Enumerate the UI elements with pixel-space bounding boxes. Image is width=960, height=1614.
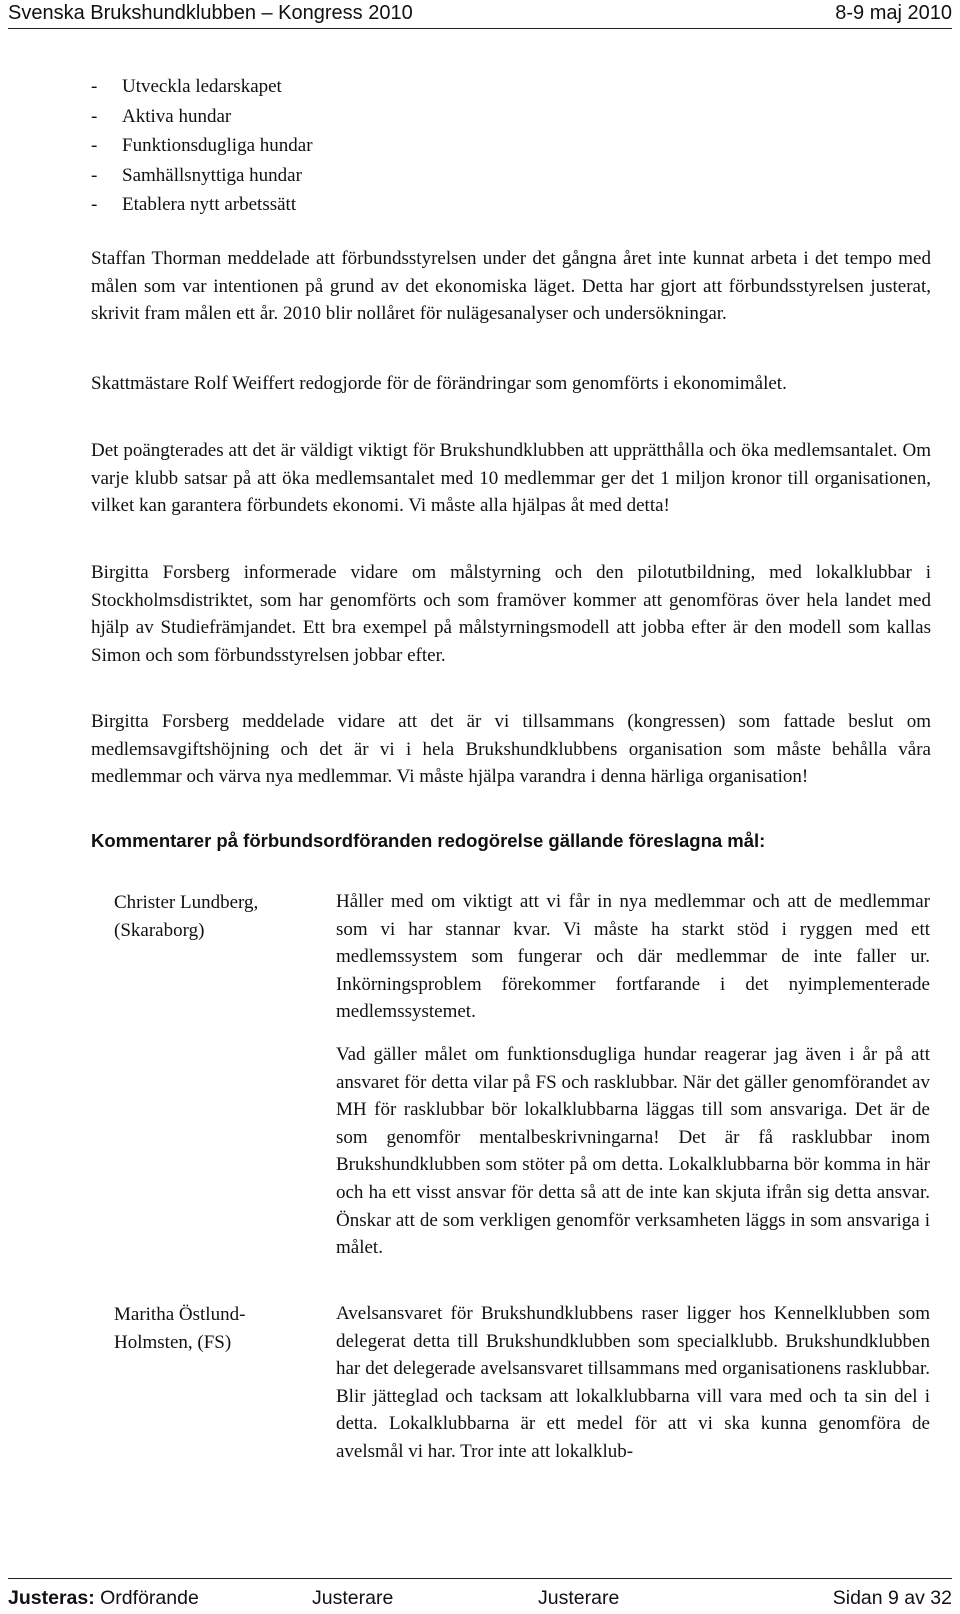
list-item-text: Aktiva hundar: [122, 105, 232, 127]
page-footer: [8, 1578, 952, 1614]
list-item-text: Samhällsnyttiga hundar: [122, 164, 302, 186]
speaker-name: Maritha Östlund-Holmsten, (FS): [114, 1304, 246, 1353]
paragraph-staffan-thorman: Staffan Thorman meddelade att förbundsstyrelsen under det gångna året inte kunnat arbeta i det tempo med målen som var intentionen på grund av det ekonomiska läget. Detta har gjort att förbundsstyrelsen justerat, skrivit fram målen ett år. 2010 blir nollåret för nulägesanalyser och undersökningar.: [91, 248, 931, 324]
list-item-text: Utveckla ledarskapet: [122, 76, 282, 97]
list-item: [91, 72, 313, 102]
paragraph-medlemsavgift: Birgitta Forsberg meddelade vidare att det är vi tillsammans (kongressen) som fattade beslut om medlemsavgiftshöjning och det är vi i hela Brukshundklubbens organisation som måste behålla våra medlemmar och värva nya medlemmar. Vi måste hjälpa varandra i denna härliga organisation!: [91, 711, 931, 787]
comment-paragraph: Håller med om viktigt att vi får in nya medlemmar och att de medlemmar som vi har stannar kvar. Vi måste ha starkt stöd i ryggen med ett medlemssystem som fungerar och där medlemmar de inte faller ur. Inkörningsproblem förekommer fortfarande i det nyimplementerade medlemssystemet.: [336, 891, 930, 1023]
paragraph-rolf-weiffert: Skattmästare Rolf Weiffert redogjorde för de förändringar som genomförts i ekonomimålet.: [91, 373, 787, 394]
list-item-text: Funktionsdugliga hundar: [122, 135, 313, 156]
list-bullet: -: [91, 194, 98, 215]
list-item-text: Etablera nytt arbetssätt: [122, 194, 297, 215]
footer-justerare-1: Justerare: [312, 1587, 394, 1609]
list-bullet: -: [91, 135, 98, 156]
paragraph-malstyrning: Birgitta Forsberg informerade vidare om målstyrning och den pilotutbildning, med lokalklubbar i Stockholmsdistriktet, som har genomförts och som framöver kommer att genomföras över hela landet med hjälp av Studiefrämjandet. Ett bra exempel på målstyrningsmodell att jobba efter är den modell som kallas Simon och som förbundsstyrelsen jobbar efter.: [91, 562, 931, 666]
page-header: [8, 0, 952, 29]
section-heading: Kommentarer på förbundsordföranden redogörelse gällande föreslagna mål:: [91, 830, 766, 851]
page-number: Sidan 9 av 32: [832, 1587, 952, 1609]
list-item: [91, 102, 313, 132]
speaker-name: Christer Lundberg, (Skaraborg): [114, 892, 259, 941]
list-item: [91, 190, 313, 220]
goals-list: [91, 72, 313, 220]
list-bullet: -: [91, 164, 98, 186]
footer-justeras: [8, 1583, 199, 1613]
list-item: [91, 161, 313, 191]
list-bullet: -: [91, 76, 98, 97]
footer-justerare-2: Justerare: [538, 1587, 620, 1609]
footer-justeras-label: Justeras:: [8, 1587, 95, 1609]
list-bullet: -: [91, 105, 98, 127]
document-title: Svenska Brukshundklubben – Kongress 2010: [8, 2, 413, 24]
list-item: [91, 131, 313, 161]
comment-paragraph: Avelsansvaret för Brukshundklubbens raser ligger hos Kennelklubben som delegerat detta till Brukshundklubben som specialklubb. Brukshundklubben har det delegerade avelsansvaret tillsammans med organisationens rasklubbar. Blir jätteglad och tacksam att lokalklubbarna vill vara med och ta sin del i detta. Lokalklubbarna är ett medel för att vi ska kunna genomföra de avelsmål vi har. Tror inte att lokalklub-: [336, 1303, 930, 1462]
document-date: 8-9 maj 2010: [835, 2, 952, 24]
comment-paragraph: Vad gäller målet om funktionsdugliga hundar reagerar jag även i år på att ansvaret för detta vilar på FS och rasklubbar. När det gäller genomförandet av MH för rasklubbar bör lokalklubbarna läggas till som ansvariga. Det är de som genomför mentalbeskrivningarna! Det är få rasklubbar inom Brukshundklubben som stöter på om detta. Lokalklubbarna bör komma in här och ha ett visst ansvar för detta så att de inte kan skjuta ifrån sig detta ansvar. Önskar att de som verkligen genomför verksamheten läggs in som ansvariga i målet.: [336, 1044, 930, 1259]
footer-justeras-role: Ordförande: [100, 1587, 199, 1609]
paragraph-medlemsantal: Det poängterades att det är väldigt viktigt för Brukshundklubben att upprätthålla och öka medlemsantalet. Om varje klubb satsar på att öka medlemsantalet med 10 medlemmar ger det 1 miljon kronor till organisationen, vilket kan garantera förbundets ekonomi. Vi måste alla hjälpas åt med detta!: [91, 440, 931, 516]
